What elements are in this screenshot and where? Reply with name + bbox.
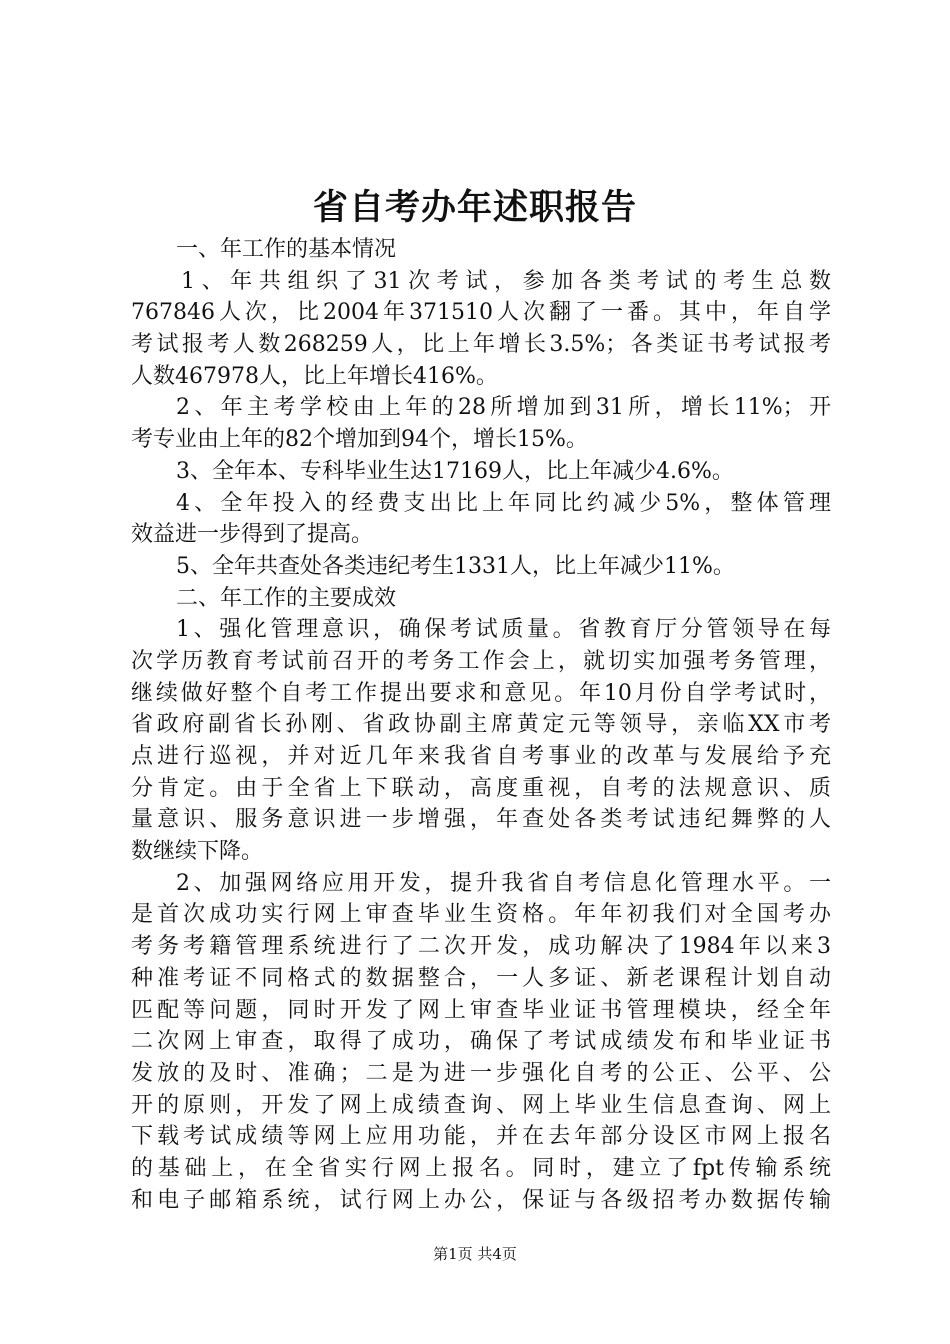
body-line: 匹配等问题，同时开发了网上审查毕业证书管理模块，经全年 bbox=[131, 997, 831, 1023]
body-line: 和电子邮箱系统，试行网上办公，保证与各级招考办数据传输 bbox=[131, 1187, 831, 1213]
body-line: 1、年共组织了31次考试，参加各类考试的考生总数 bbox=[181, 268, 831, 294]
body-line: 点进行巡视，并对近几年来我省自考事业的改革与发展给予充 bbox=[131, 744, 831, 769]
body-line: 人数467978人，比上年增长416%。 bbox=[131, 363, 498, 389]
body-line: 4、全年投入的经费支出比上年同比约减少5%，整体管理 bbox=[176, 490, 831, 516]
body-line: 量意识、服务意识进一步增强，年查处各类考试违纪舞弊的人 bbox=[131, 807, 831, 833]
body-line: 1、强化管理意识，确保考试质量。省教育厅分管领导在每 bbox=[176, 617, 831, 643]
document-body bbox=[131, 234, 831, 1216]
body-line: 2、加强网络应用开发，提升我省自考信息化管理水平。一 bbox=[176, 870, 831, 896]
body-line: 省政府副省长孙刚、省政协副主席黄定元等领导，亲临XX市考 bbox=[131, 712, 831, 738]
document-title: 省自考办年述职报告 bbox=[312, 188, 637, 228]
body-line: 数继续下降。 bbox=[131, 839, 264, 865]
body-line: 继续做好整个自考工作提出要求和意见。年10月份自学考试时， bbox=[131, 680, 831, 706]
body-line: 次学历教育考试前召开的考务工作会上，就切实加强考务管理， bbox=[131, 648, 831, 674]
body-line: 的基础上，在全省实行网上报名。同时，建立了fpt传输系统 bbox=[131, 1155, 831, 1181]
section-heading: 二、年工作的主要成效 bbox=[176, 585, 397, 611]
page-number-footer: 第1页 共4页 bbox=[433, 1245, 517, 1263]
body-line: 767846人次，比2004年371510人次翻了一番。其中，年自学 bbox=[131, 300, 831, 326]
body-line: 是首次成功实行网上审查毕业生资格。年年初我们对全国考办 bbox=[131, 902, 831, 928]
body-line: 二次网上审查，取得了成功，确保了考试成绩发布和毕业证书 bbox=[131, 1029, 831, 1055]
body-line: 5、全年共查处各类违纪考生1331人，比上年减少11%。 bbox=[176, 553, 735, 579]
body-line: 考试报考人数268259人，比上年增长3.5%；各类证书考试报考 bbox=[131, 332, 831, 358]
body-line: 2、年主考学校由上年的28所增加到31所，增长11%；开 bbox=[176, 395, 831, 421]
body-line: 3、全年本、专科毕业生达17169人，比上年减少4.6%。 bbox=[176, 458, 734, 484]
body-line: 分肯定。由于全省上下联动，高度重视，自考的法规意识、质 bbox=[131, 775, 831, 801]
body-line: 下载考试成绩等网上应用功能，并在去年部分设区市网上报名 bbox=[131, 1124, 831, 1150]
body-line: 开的原则，开发了网上成绩查询、网上毕业生信息查询、网上 bbox=[131, 1092, 831, 1118]
body-line: 考务考籍管理系统进行了二次开发，成功解决了1984年以来3 bbox=[131, 934, 831, 960]
body-line: 考专业由上年的82个增加到94个，增长15%。 bbox=[131, 427, 588, 453]
body-line: 种准考证不同格式的数据整合，一人多证、新老课程计划自动 bbox=[131, 965, 831, 991]
section-heading: 一、年工作的基本情况 bbox=[176, 237, 397, 262]
body-line: 发放的及时、准确；二是为进一步强化自考的公正、公平、公 bbox=[131, 1060, 831, 1086]
body-line: 效益进一步得到了提高。 bbox=[131, 522, 374, 548]
